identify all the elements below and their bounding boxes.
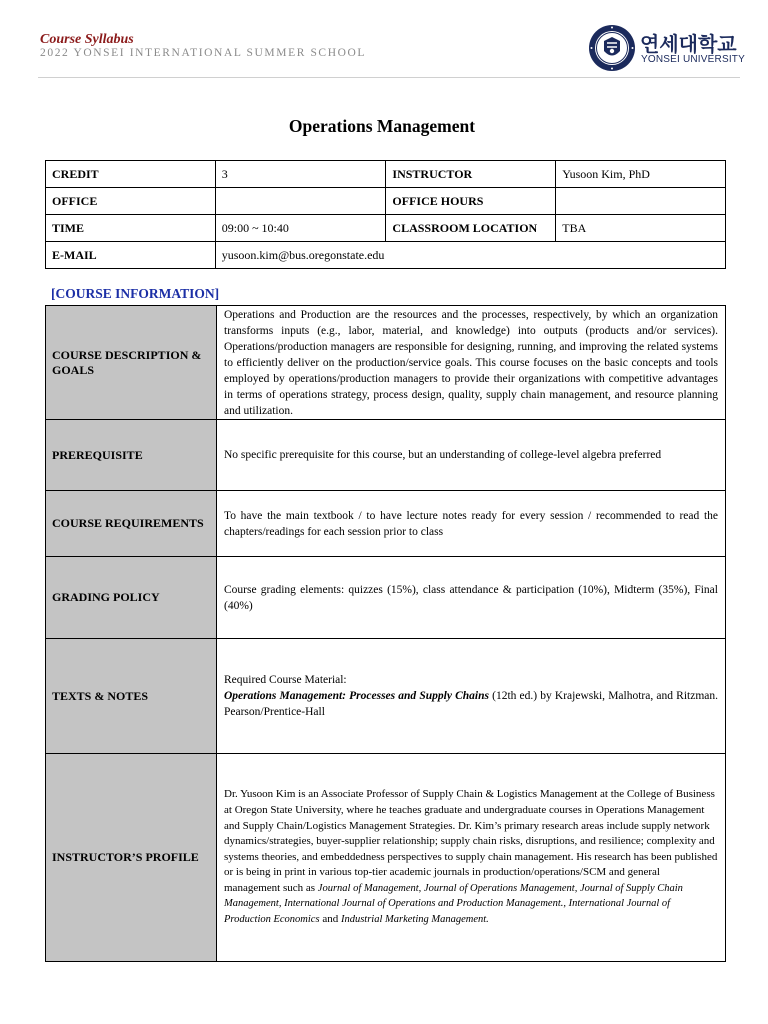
table-row	[46, 188, 726, 215]
document-title: Operations Management	[288, 116, 476, 136]
course-details-table	[45, 305, 726, 962]
texts-label: TEXTS & NOTES	[46, 639, 217, 754]
header-subtitle: 2022 YONSEI INTERNATIONAL SUMMER SCHOOL	[40, 47, 367, 59]
grading-label: GRADING POLICY	[46, 557, 217, 639]
credit-label: CREDIT	[46, 161, 216, 188]
office-label: OFFICE	[46, 188, 216, 215]
header-divider	[38, 77, 740, 78]
logo-korean-text: 연세대학교	[640, 32, 737, 56]
table-row	[46, 215, 726, 242]
table-row	[46, 557, 726, 639]
university-seal-icon	[588, 24, 636, 72]
logo-english-text: YONSEI UNIVERSITY	[641, 54, 745, 65]
university-logo	[588, 24, 748, 74]
texts-intro: Required Course Material:	[224, 674, 347, 686]
instructor-label: INSTRUCTOR	[386, 161, 556, 188]
textbook-details: (12th ed.) by Krajewski, Malhotra, and Ritzman. Pearson/Prentice-Hall	[224, 690, 718, 718]
time-label: TIME	[46, 215, 216, 242]
prerequisite-text: No specific prerequisite for this course, but an understanding of college-level algebra preferred	[217, 420, 726, 491]
time-value: 09:00 ~ 10:40	[215, 215, 386, 242]
grading-text: Course grading elements: quizzes (15%), class attendance & participation (10%), Midterm (35%), Final (40%)	[217, 557, 726, 639]
profile-journal-last: Industrial Marketing Management.	[340, 914, 489, 926]
table-row	[46, 420, 726, 491]
requirements-text: To have the main textbook / to have lecture notes ready for every session / recommended to read the chapters/readings for each session prior to class	[217, 491, 726, 557]
classroom-label: CLASSROOM LOCATION	[386, 215, 556, 242]
description-text: Operations and Production are the resources and the processes, respectively, by which an organization transforms inputs (e.g., labor, material, and knowledge) into outputs (products and/or services). Operations/production managers are responsible for designing, running, and improving the related systems to efficiently deliver on the production/service goals. This course focuses on the basic concepts and tools employed by operations/production managers to provide their organizations with competitive advantages in terms of operations strategy, process design, quality, supply chain management, and resource planning and utilization.	[217, 306, 726, 420]
instructor-value: Yusoon Kim, PhD	[556, 161, 726, 188]
course-information-heading: [COURSE INFORMATION]	[51, 286, 220, 301]
table-row	[46, 306, 726, 420]
table-row	[46, 491, 726, 557]
office-hours-label: OFFICE HOURS	[386, 188, 556, 215]
classroom-value: TBA	[556, 215, 726, 242]
office-value	[215, 188, 386, 215]
header-title: Course Syllabus	[40, 32, 134, 47]
profile-text: Dr. Yusoon Kim is an Associate Professor of Supply Chain & Logistics Management at the College of Business at Oregon State University, where he teaches graduate and undergraduate courses in Operations Management and Supply Chain/Logistics Management Strategies. Dr. Kim’s primary research areas include supply network dynamics/strategies, buyer-supplier relationship; supply chain risks, disruptions, and resilience; complexity and systems theories, and embeddedness perspectives to supply chain management. His research has been published or is being in print in various top-tier academic journals in production/operations/SCM and general management such as	[224, 788, 718, 894]
course-info-table	[45, 160, 726, 269]
profile-and: and	[319, 913, 341, 926]
description-label: COURSE DESCRIPTION & GOALS	[46, 306, 217, 420]
table-row	[46, 754, 726, 962]
texts-cell	[217, 639, 726, 754]
profile-journals: Journal of Management, Journal of Operations Management, Journal of Supply Chain Management, International Journal of Operations and Production Management., International Journal of Production Economics	[224, 882, 683, 926]
profile-cell	[217, 754, 726, 962]
email-value: yusoon.kim@bus.oregonstate.edu	[215, 242, 725, 269]
email-label: E-MAIL	[46, 242, 216, 269]
table-row	[46, 242, 726, 269]
prerequisite-label: PREREQUISITE	[46, 420, 217, 491]
office-hours-value	[556, 188, 726, 215]
table-row	[46, 161, 726, 188]
credit-value: 3	[215, 161, 386, 188]
page-header	[0, 0, 768, 78]
textbook-title: Operations Management: Processes and Supply Chains	[224, 690, 489, 702]
profile-label: INSTRUCTOR’S PROFILE	[46, 754, 217, 962]
table-row	[46, 639, 726, 754]
requirements-label: COURSE REQUIREMENTS	[46, 491, 217, 557]
